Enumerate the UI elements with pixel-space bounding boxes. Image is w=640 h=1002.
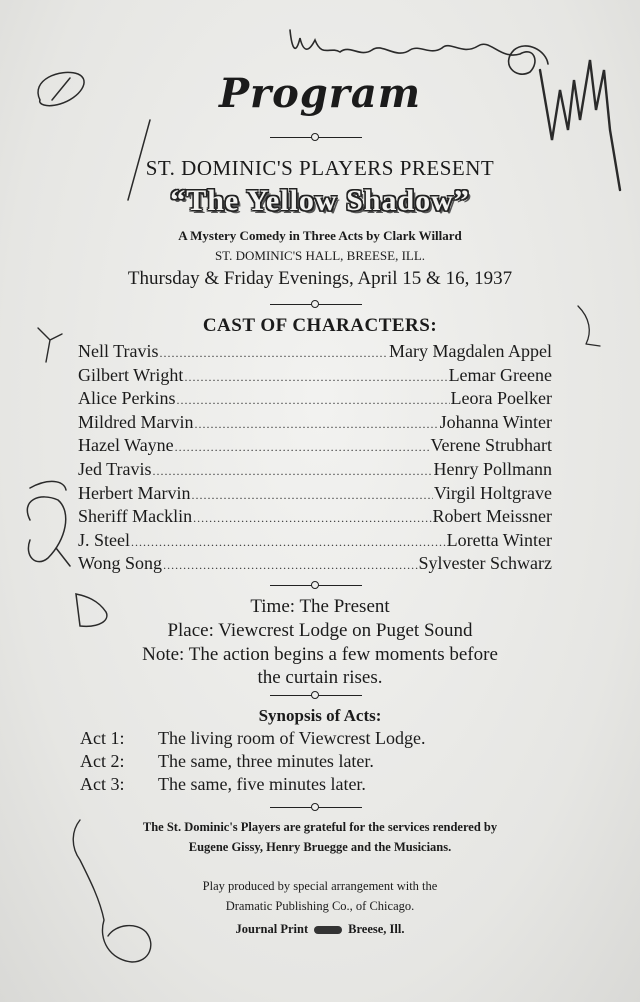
scribble-signature <box>290 30 548 74</box>
cast-row <box>78 483 552 507</box>
cast-row <box>78 506 552 530</box>
ornament-divider <box>270 299 362 309</box>
acts-list <box>80 728 426 797</box>
cast-list <box>78 341 552 577</box>
role-name: Hazel Wayne <box>78 435 174 456</box>
leader-dots <box>160 346 389 361</box>
arrangement-line: Play produced by special arrangement with the <box>202 879 438 893</box>
leader-dots <box>184 370 447 385</box>
actor-name: Virgil Holtgrave <box>433 482 552 503</box>
leader-dots <box>193 511 431 526</box>
cast-row <box>78 365 552 389</box>
actor-name: Loretta Winter <box>446 529 552 550</box>
role-name: Wong Song <box>78 553 163 574</box>
leader-dots <box>131 535 446 550</box>
ornament-divider <box>270 802 362 812</box>
actor-name: Johanna Winter <box>439 411 552 432</box>
cast-row <box>78 459 552 483</box>
note-line-continued: the curtain rises. <box>257 667 383 688</box>
time-line: Time: The Present <box>250 596 390 617</box>
act-number: Act 1: <box>80 728 125 748</box>
cast-row <box>78 412 552 436</box>
leader-dots <box>153 464 433 479</box>
actor-name: Sylvester Schwarz <box>418 553 552 574</box>
program-title: Program <box>218 70 422 117</box>
leader-dots <box>175 440 430 455</box>
printer-emblem-icon <box>314 926 342 934</box>
ornament-divider <box>270 132 362 142</box>
publisher-line: Dramatic Publishing Co., of Chicago. <box>225 899 415 913</box>
role-name: J. Steel <box>78 529 130 550</box>
cast-row <box>78 530 552 554</box>
actor-name: Lemar Greene <box>448 364 552 385</box>
leader-dots <box>194 417 438 432</box>
ornament-divider <box>270 580 362 590</box>
cast-row <box>78 553 552 577</box>
thanks-line: The St. Dominic's Players are grateful for the services rendered by <box>142 820 498 834</box>
thanks-names: Eugene Gissy, Henry Bruegge and the Musicians. <box>188 840 452 854</box>
venue: ST. DOMINIC'S HALL, BREESE, ILL. <box>214 248 426 263</box>
printer-name: Journal Print <box>235 922 309 936</box>
show-title: “The Yellow Shadow” <box>170 184 470 217</box>
presents-line: ST. DOMINIC'S PLAYERS PRESENT <box>145 156 495 180</box>
cast-heading: CAST OF CHARACTERS: <box>202 315 438 336</box>
performance-dates: Thursday & Friday Evenings, April 15 & 16, 1937 <box>127 268 513 289</box>
act-row <box>80 728 426 751</box>
role-name: Herbert Marvin <box>78 482 191 503</box>
act-description: The living room of Viewcrest Lodge. <box>158 728 426 748</box>
place-line: Place: Viewcrest Lodge on Puget Sound <box>167 620 473 641</box>
actor-name: Verene Strubhart <box>430 435 552 456</box>
leader-dots <box>191 488 432 503</box>
act-description: The same, five minutes later. <box>158 774 366 794</box>
ornament-divider <box>270 690 362 700</box>
synopsis-heading: Synopsis of Acts: <box>258 706 382 725</box>
act-row <box>80 751 426 774</box>
act-number: Act 2: <box>80 751 125 771</box>
subtitle: A Mystery Comedy in Three Acts by Clark Willard <box>178 228 462 243</box>
leader-dots <box>163 558 417 573</box>
leader-dots <box>176 393 449 408</box>
role-name: Gilbert Wright <box>78 364 184 385</box>
scribble-loop-q <box>27 481 70 566</box>
act-description: The same, three minutes later. <box>158 751 374 771</box>
actor-name: Leora Poelker <box>450 388 552 409</box>
cast-row <box>78 435 552 459</box>
act-number: Act 3: <box>80 774 125 794</box>
actor-name: Mary Magdalen Appel <box>389 341 552 361</box>
act-row <box>80 774 426 797</box>
cast-row <box>78 388 552 412</box>
printer-city: Breese, Ill. <box>348 922 405 936</box>
actor-name: Robert Meissner <box>432 506 552 527</box>
role-name: Mildred Marvin <box>78 411 194 432</box>
role-name: Alice Perkins <box>78 388 176 409</box>
note-line: Note: The action begins a few moments before <box>142 644 498 665</box>
printer-line <box>0 922 640 937</box>
role-name: Nell Travis <box>78 341 159 361</box>
actor-name: Henry Pollmann <box>433 458 552 479</box>
role-name: Jed Travis <box>78 458 152 479</box>
cast-row <box>78 341 552 365</box>
role-name: Sheriff Macklin <box>78 506 193 527</box>
